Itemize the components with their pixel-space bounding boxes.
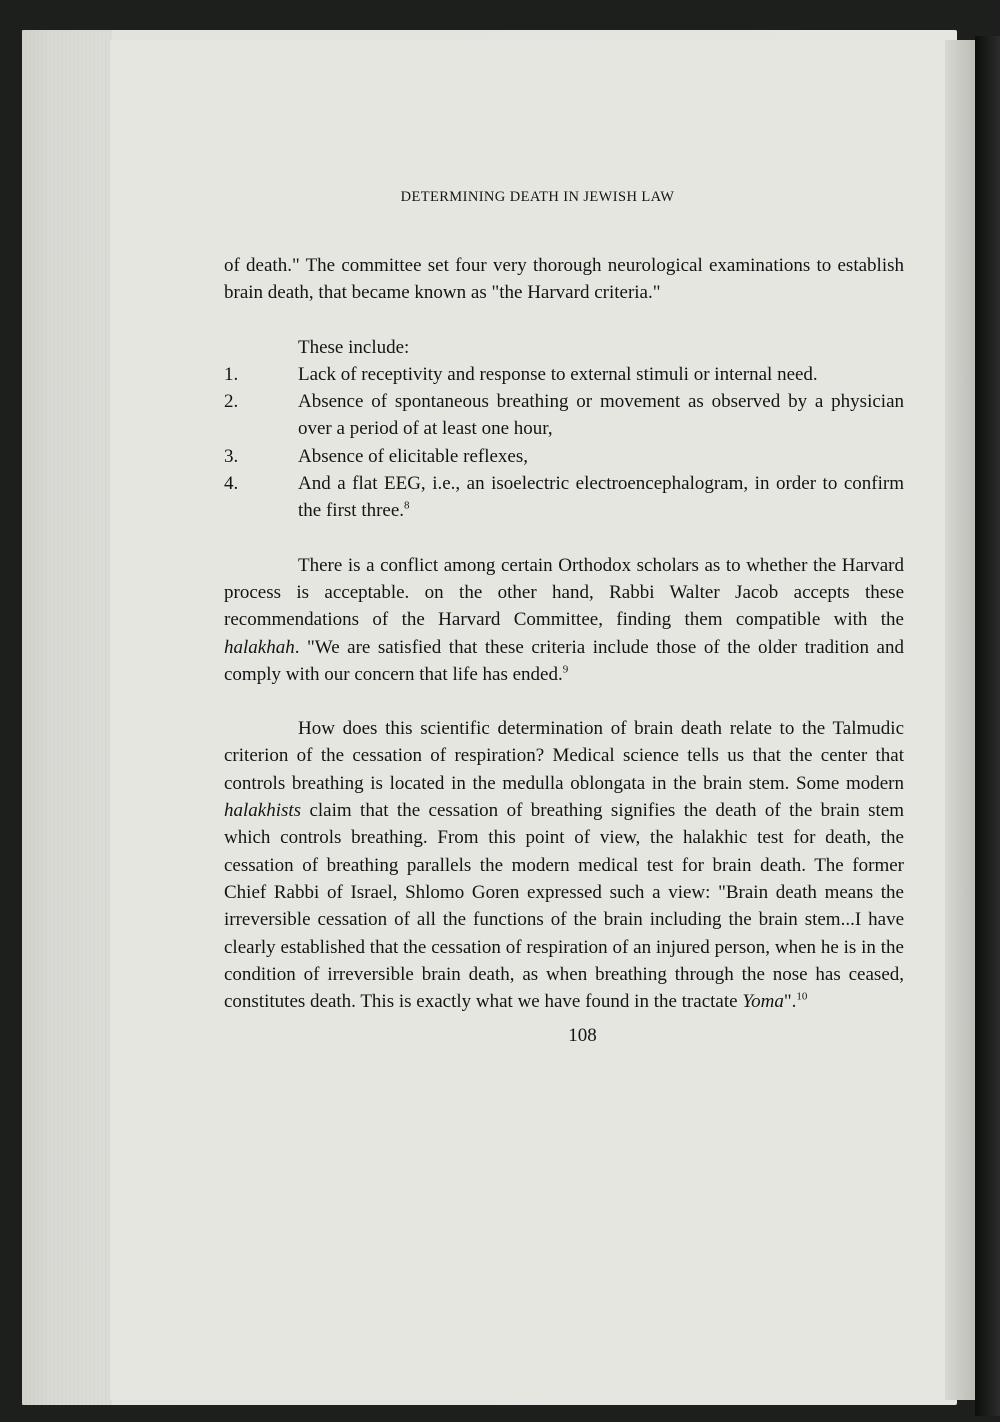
background-sliver (975, 36, 1000, 1416)
page-edges (22, 30, 112, 1405)
footnote-ref-9: 9 (562, 663, 569, 676)
page-right-edge (945, 40, 975, 1400)
term-halakhah: halakhah (224, 636, 295, 658)
paragraph-1 (224, 252, 904, 307)
criteria-list (224, 361, 904, 525)
paragraph-2-part-1: There is a conflict among certain Orthodox scholars as to whether the Harvard process is acceptable. on the other hand, Rabbi Walter Jacob accepts these recommendations of the Harvard Committee, finding them compatible with the (224, 554, 904, 631)
term-halakhists: halakhists (224, 800, 302, 822)
term-yoma: Yoma (742, 991, 784, 1013)
list-item-text: Absence of spontaneous breathing or movement as observed by a physician over a period of at least one hour, (298, 391, 904, 440)
list-intro: These include: (298, 336, 410, 358)
list-item (224, 443, 904, 470)
list-item-number: 4. (224, 473, 239, 495)
paragraph-3-part-3: ". (783, 991, 797, 1013)
footnote-ref-8: 8 (404, 500, 410, 513)
book-page (110, 40, 945, 1400)
paragraph-3-part-2: claim that the cessation of breathing signifies the death of the brain stem which controls breathing. From this point of view, the halakhic test for death, the cessation of breathing parallels the modern medical test for brain death. The former Chief Rabbi of Israel, Shlomo Goren expressed such a view: "Brain death means the irreversible cessation of all the functions of the brain including the brain stem...I have clearly established that the cessation of respiration of an injured person, when he is in the condition of irreversible brain death, as when breathing through the nose has ceased, constitutes death. This is exactly what we have found in the tractate (224, 800, 904, 1013)
list-item-number: 2. (224, 391, 239, 413)
paragraph-3-part-1: How does this scientific determination of brain death relate to the Talmudic criterion of the cessation of respiration? Medical science tells us that the center that controls breathing is located in the medulla oblongata in the brain stem. Some modern (224, 718, 904, 794)
list-item-number: 1. (224, 363, 239, 385)
running-head: DETERMINING DEATH IN JEWISH LAW (400, 189, 675, 205)
list-item-number: 3. (224, 445, 239, 467)
footnote-ref-10: 10 (796, 990, 808, 1003)
list-item-text: Absence of elicitable reflexes, (298, 445, 528, 467)
list-item-text-wrapper (298, 470, 904, 525)
paragraph-2-part-2: . "We are satisfied that these criteria include those of the older tradition and comply with our concern that life has ended. (224, 636, 904, 685)
body-text (224, 252, 904, 1042)
criteria-list-block (224, 334, 904, 525)
paragraph-2 (224, 552, 904, 688)
paragraph-2-text (224, 552, 904, 688)
page-number: 108 (568, 1025, 597, 1046)
list-item-text: Lack of receptivity and response to external stimuli or internal need. (298, 363, 818, 385)
list-item (224, 470, 904, 525)
list-item-text: And a flat EEG, i.e., an isoelectric electroencephalogram, in order to confirm the first three. (298, 473, 904, 522)
list-item (224, 361, 904, 388)
paragraph-3-text (224, 715, 904, 1015)
paragraph-3 (224, 715, 904, 1015)
paragraph-1-text: of death." The committee set four very thorough neurological examinations to establish brain death, that became known as "the Harvard criteria." (224, 255, 904, 304)
list-item (224, 388, 904, 443)
